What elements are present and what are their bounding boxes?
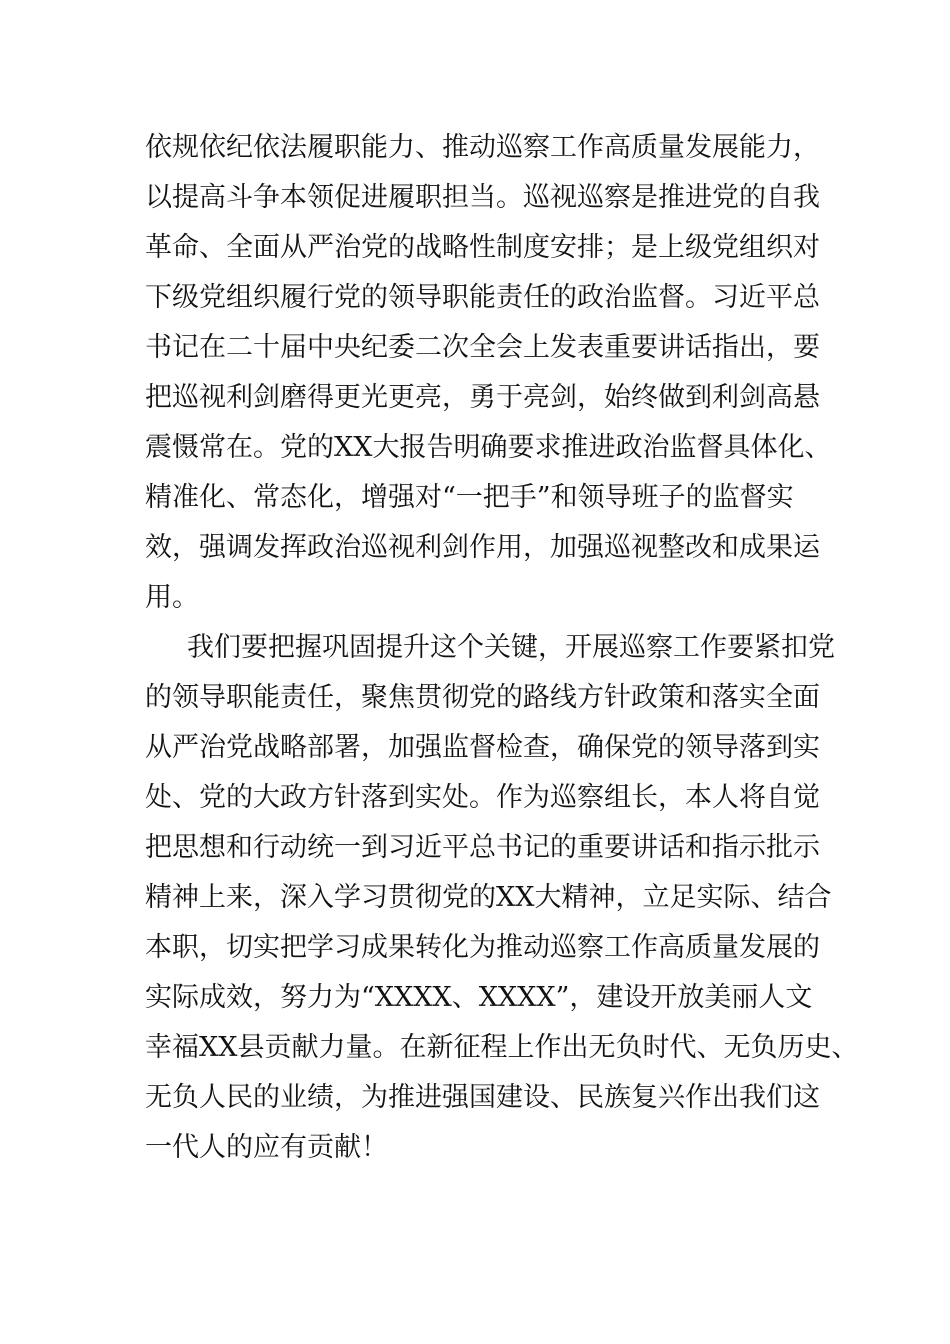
text-line: 幸福XX县贡献力量。在新征程上作出无负时代、无负历史、 <box>145 1032 859 1063</box>
text-line: 精准化、常态化，增强对“一把手”和领导班子的监督实 <box>145 482 794 513</box>
text-line: 用。 <box>145 582 199 613</box>
text-line: 无负人民的业绩，为推进强国建设、民族复兴作出我们这 <box>145 1082 820 1113</box>
text-line: 以提高斗争本领促进履职担当。巡视巡察是推进党的自我 <box>145 182 820 213</box>
text-line: 依规依纪依法履职能力、推动巡察工作高质量发展能力， <box>145 132 820 163</box>
text-line: 从严治党战略部署，加强监督检查，确保党的领导落到实 <box>145 732 820 763</box>
text-line: 本职，切实把学习成果转化为推动巡察工作高质量发展的 <box>145 932 820 963</box>
text-line: 书记在二十届中央纪委二次全会上发表重要讲话指出，要 <box>145 332 820 363</box>
text-line: 实际成效，努力为“XXXX、XXXX”，建设开放美丽人文 <box>145 982 813 1013</box>
text-line: 下级党组织履行党的领导职能责任的政治监督。习近平总 <box>145 282 820 313</box>
text-line: 的领导职能责任，聚焦贯彻党的路线方针政策和落实全面 <box>145 682 820 713</box>
text-line: 把思想和行动统一到习近平总书记的重要讲话和指示批示 <box>145 832 820 863</box>
text-line: 效，强调发挥政治巡视利剑作用，加强巡视整改和成果运 <box>145 532 820 563</box>
text-line: 一代人的应有贡献！ <box>145 1132 388 1163</box>
text-line: 把巡视利剑磨得更光更亮，勇于亮剑，始终做到利剑高悬 <box>145 382 820 413</box>
text-line: 处、党的大政方针落到实处。作为巡察组长，本人将自觉 <box>145 782 820 813</box>
text-line: 精神上来，深入学习贯彻党的XX大精神，立足实际、结合 <box>145 882 832 913</box>
paragraph-first-line: 我们要把握巩固提升这个关键，开展巡察工作要紧扣党 <box>187 632 835 663</box>
text-line: 革命、全面从严治党的战略性制度安排；是上级党组织对 <box>145 232 820 263</box>
text-line: 震慑常在。党的XX大报告明确要求推进政治监督具体化、 <box>145 432 832 463</box>
